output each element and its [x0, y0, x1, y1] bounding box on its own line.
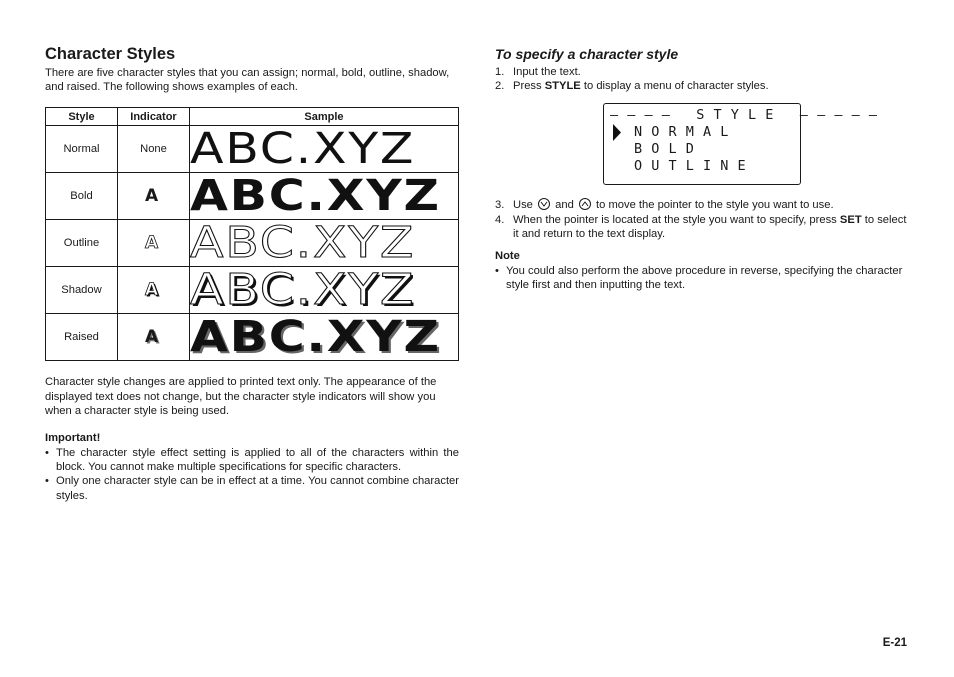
sample-cell	[190, 220, 459, 267]
header-indicator: Indicator	[118, 108, 190, 126]
note-block	[495, 249, 911, 292]
sample-cell	[190, 314, 459, 361]
lcd-item-bold: B O L D	[634, 141, 695, 158]
set-key: SET	[839, 213, 862, 226]
style-key: STYLE	[544, 80, 581, 93]
outline-indicator-icon: A	[145, 233, 159, 254]
table-row	[46, 314, 459, 361]
list-item: • You could also perform the above procedure in reverse, specifying the character style first and then inputting the text.	[495, 264, 911, 292]
sample-raised: ABC.XYZ	[190, 312, 441, 363]
indicator-cell	[118, 220, 190, 267]
list-item: • Only one character style can be in effect at a time. You cannot combine character styles.	[45, 474, 459, 502]
sample-cell	[190, 267, 459, 314]
style-name: Shadow	[46, 267, 118, 314]
up-arrow-key-icon	[579, 198, 591, 210]
list-item: 4. When the pointer is located at the style you want to specify, press SET to select it and return to the text display.	[495, 213, 907, 240]
list-item: 3. Use and to move the pointer to the style you want to use.	[495, 199, 834, 212]
sample-normal: ABC.XYZ	[190, 124, 416, 175]
left-column	[45, 44, 459, 503]
important-list	[45, 446, 459, 503]
header-sample: Sample	[190, 108, 459, 126]
indicator-cell	[118, 267, 190, 314]
section-title: Character Styles	[45, 45, 176, 63]
procedure-title: To specify a character style	[495, 46, 679, 62]
raised-indicator-icon: A	[145, 327, 159, 348]
lcd-item-outline: O U T L I N E	[634, 158, 747, 175]
table-row	[46, 220, 459, 267]
bold-indicator-icon: A	[145, 186, 159, 207]
list-item: • The character style effect setting is applied to all of the characters within the block. You cannot make multiple specifications for specific characters.	[45, 446, 459, 474]
sample-bold: ABC.XYZ	[190, 171, 441, 222]
style-name: Normal	[46, 126, 118, 173]
sample-cell	[190, 173, 459, 220]
print-note-paragraph: Character style changes are applied to printed text only. The appearance of the displayed text does not change, but the character style indicators will show you when a character style is being used.	[45, 376, 437, 417]
lcd-title: – – – – S T Y L E – – – – –	[610, 107, 878, 124]
note-heading: Note	[495, 250, 520, 263]
style-name: Bold	[46, 173, 118, 220]
table-row	[46, 173, 459, 220]
list-item: 1. Input the text.	[495, 66, 581, 78]
down-arrow-key-icon	[538, 198, 550, 210]
sample-shadow: ABC.XYZ	[190, 265, 416, 316]
table-header-row	[46, 108, 459, 126]
intro-paragraph: There are five character styles that you can assign; normal, bold, outline, shadow, and raised. The following shows examples of each.	[45, 67, 450, 94]
header-style: Style	[46, 108, 118, 126]
table-row	[46, 267, 459, 314]
shadow-indicator-icon: A	[145, 280, 159, 301]
style-name: Raised	[46, 314, 118, 361]
steps-list-a	[495, 65, 911, 93]
steps-list-b	[495, 198, 911, 241]
sample-outline: ABC.XYZ	[190, 218, 416, 269]
list-item: 2. Press STYLE to display a menu of character styles.	[495, 80, 769, 93]
character-styles-table	[45, 107, 459, 361]
pointer-icon	[612, 124, 622, 141]
page-number: E-21	[882, 637, 907, 649]
lcd-display	[603, 103, 878, 185]
sample-cell	[190, 126, 459, 173]
style-name: Outline	[46, 220, 118, 267]
indicator-cell	[118, 314, 190, 361]
note-list	[495, 264, 911, 292]
lcd-item-normal: N O R M A L	[634, 124, 729, 141]
table-row	[46, 126, 459, 173]
indicator-cell: None	[118, 126, 190, 173]
right-column	[495, 44, 911, 292]
important-heading: Important!	[45, 432, 101, 445]
indicator-cell	[118, 173, 190, 220]
